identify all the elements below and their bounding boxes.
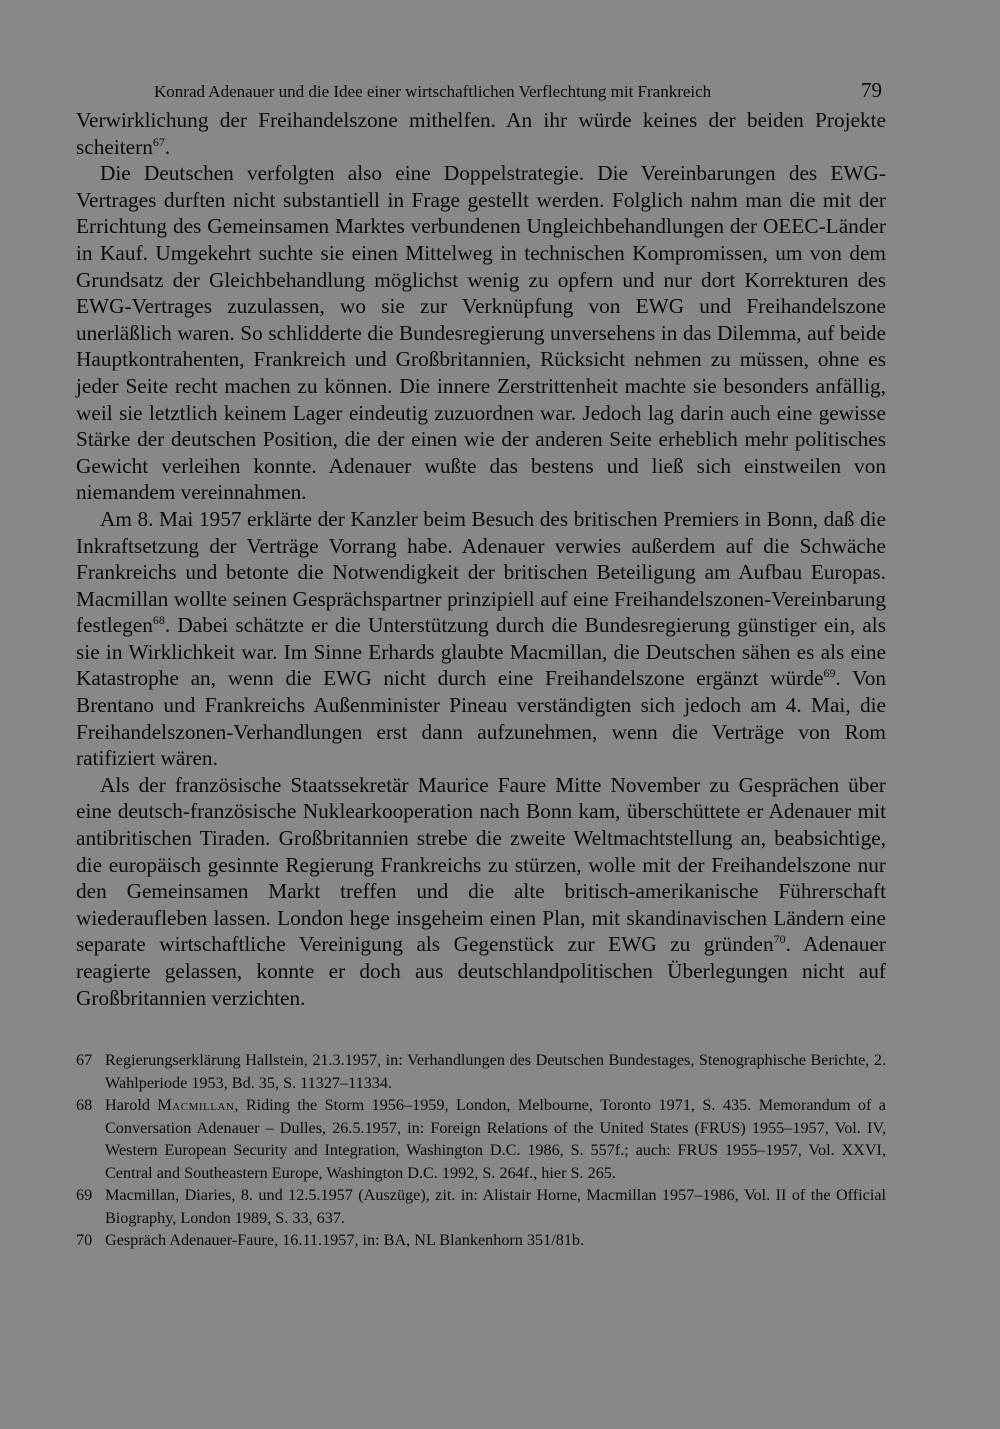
body-paragraph: [76, 506, 886, 772]
footnote-reference: 69: [823, 666, 836, 681]
footnote-number: 69: [76, 1186, 93, 1205]
book-page: [76, 78, 886, 1252]
text-run: Die Deutschen verfolgten also eine Doppelstrategie. Die Vereinbarungen des EWG-Vertrages durften nicht substantiell in Frage gestellt werden. Folglich nahm man die mit der Errichtung des Gemeinsamen Marktes verbundenen Ungleichbehandlungen der OEEC-Länder in Kauf. Umgekehrt suchte sie einen Mittelweg in technischen Kompromissen, um von dem Grundsatz der Gleichbehandlung möglichst wenig zu opfern und nur dort Korrekturen des EWG-Vertrages zuzulassen, wo sie zur Verknüpfung von EWG und Freihandelszone unerläßlich waren. So schlidderte die Bundesregierung unversehens in das Dilemma, auf beide Hauptkontrahenten, Frankreich und Großbritannien, Rücksicht nehmen zu müssen, ohne es jeder Seite recht machen zu können. Die innere Zerstrittenheit machte sie besonders anfällig, weil sie letztlich keinem Lager eindeutig zuzuordnen war. Jedoch lag darin auch eine gewisse Stärke der deutschen Position, die der einen wie der anderen Seite erheblich mehr politisches Gewicht verleihen konnte. Adenauer wußte das bestens und ließ sich einstweilen von niemandem vereinnahmen.: [76, 161, 886, 505]
footnotes: [76, 1049, 886, 1252]
text-run: . Von Brentano und Frankreichs Außenminister Pineau verständigten sich jedoch am 4. Mai, die Freihandelszonen-Verhandlungen erst dann aufzunehmen, wenn die Verträge von Rom ratifiziert wären.: [76, 666, 886, 771]
text-run: , Riding the Storm 1956–1959, London, Melbourne, Toronto 1971, S. 435. Memorandum of a Conversation Adenauer – Dulles, 26.5.1957, in: Foreign Relations of the United States (FRUS) 1955–1957, Vol. IV, Western European Security and Integration, Washington D.C. 1986, S. 557f.; auch: FRUS 1955–1957, Vol. XXVI, Central and Southeastern Europe, Washington D.C. 1992, S. 264f., hier S. 265.: [105, 1096, 886, 1182]
text-run: Regierungserklärung Hallstein, 21.3.1957, in: Verhandlungen des Deutschen Bundestages, Stenographische Berichte, 2. Wahlperiode 1953, Bd. 35, S. 11327–11334.: [105, 1051, 886, 1092]
text-run: . Adenauer reagierte gelassen, konnte er doch aus deutschlandpolitischen Überlegungen nicht auf Großbritannien verzichten.: [76, 932, 886, 1010]
body-text: [76, 107, 886, 1011]
footnote-number: 67: [76, 1051, 93, 1070]
footnote: [76, 1184, 886, 1229]
footnote-number: 68: [76, 1096, 93, 1115]
text-run: Macmillan, Diaries, 8. und 12.5.1957 (Auszüge), zit. in: Alistair Horne, Macmillan 1957–1986, Vol. II of the Official Biography, London 1989, S. 33, 637.: [105, 1186, 886, 1227]
footnote-number: 70: [76, 1231, 93, 1250]
text-run: .: [164, 134, 171, 159]
footnote: [76, 1229, 886, 1252]
author-name: Macmillan: [157, 1096, 235, 1115]
text-run: Gespräch Adenauer-Faure, 16.11.1957, in: BA, NL Blankenhorn 351/81b.: [105, 1231, 585, 1250]
text-run: Am 8. Mai 1957 erklärte der Kanzler beim Besuch des britischen Premiers in Bonn, daß die Inkraftsetzung der Verträge Vorrang habe. Adenauer verwies außerdem auf die Schwäche Frankreichs und betonte die Notwendigkeit der britischen Beteiligung am Aufbau Europas. Macmillan wollte seinen Gesprächspartner prinzipiell auf eine Freihandelszonen-Vereinbarung festlegen: [76, 506, 886, 638]
running-header: [76, 78, 886, 104]
text-run: . Dabei schätzte er die Unterstützung durch die Bundesregierung günstiger ein, als sie in Wirklichkeit war. Im Sinne Erhards glaubte Macmillan, die Deutschen sähen es als eine Katastrophe an, wenn die EWG nicht durch eine Freihandelszone ergänzt würde: [76, 613, 886, 691]
page-number: 79: [861, 78, 882, 102]
footnote-reference: 67: [152, 134, 165, 149]
running-title: Konrad Adenauer und die Idee einer wirtschaftlichen Verflechtung mit Frankreich: [154, 82, 712, 101]
body-paragraph: [76, 160, 886, 506]
footnote: [76, 1049, 886, 1094]
text-run: Verwirklichung der Freihandelszone mithelfen. An ihr würde keines der beiden Projekte scheitern: [76, 108, 886, 159]
text-run: Als der französische Staatssekretär Maurice Faure Mitte November zu Gesprächen über eine deutsch-französische Nuklearkooperation nach Bonn kam, überschüttete er Adenauer mit antibritischen Tiraden. Großbritannien strebe die zweite Weltmachtstellung an, beabsichtige, die europäisch gesinnte Regierung Frankreichs zu stürzen, wolle mit der Freihandelszone nur den Gemeinsamen Markt treffen und die alte britisch-amerikanische Führerschaft wiederaufleben lassen. London hege insgeheim einen Plan, mit skandinavischen Ländern eine separate wirtschaftliche Vereinigung als Gegenstück zur EWG zu gründen: [76, 772, 886, 957]
footnote: [76, 1094, 886, 1184]
body-paragraph: [76, 772, 886, 1011]
body-paragraph: [76, 107, 886, 160]
footnote-reference: 68: [152, 613, 165, 628]
text-run: Harold: [105, 1096, 158, 1115]
footnote-reference: 70: [773, 932, 786, 947]
